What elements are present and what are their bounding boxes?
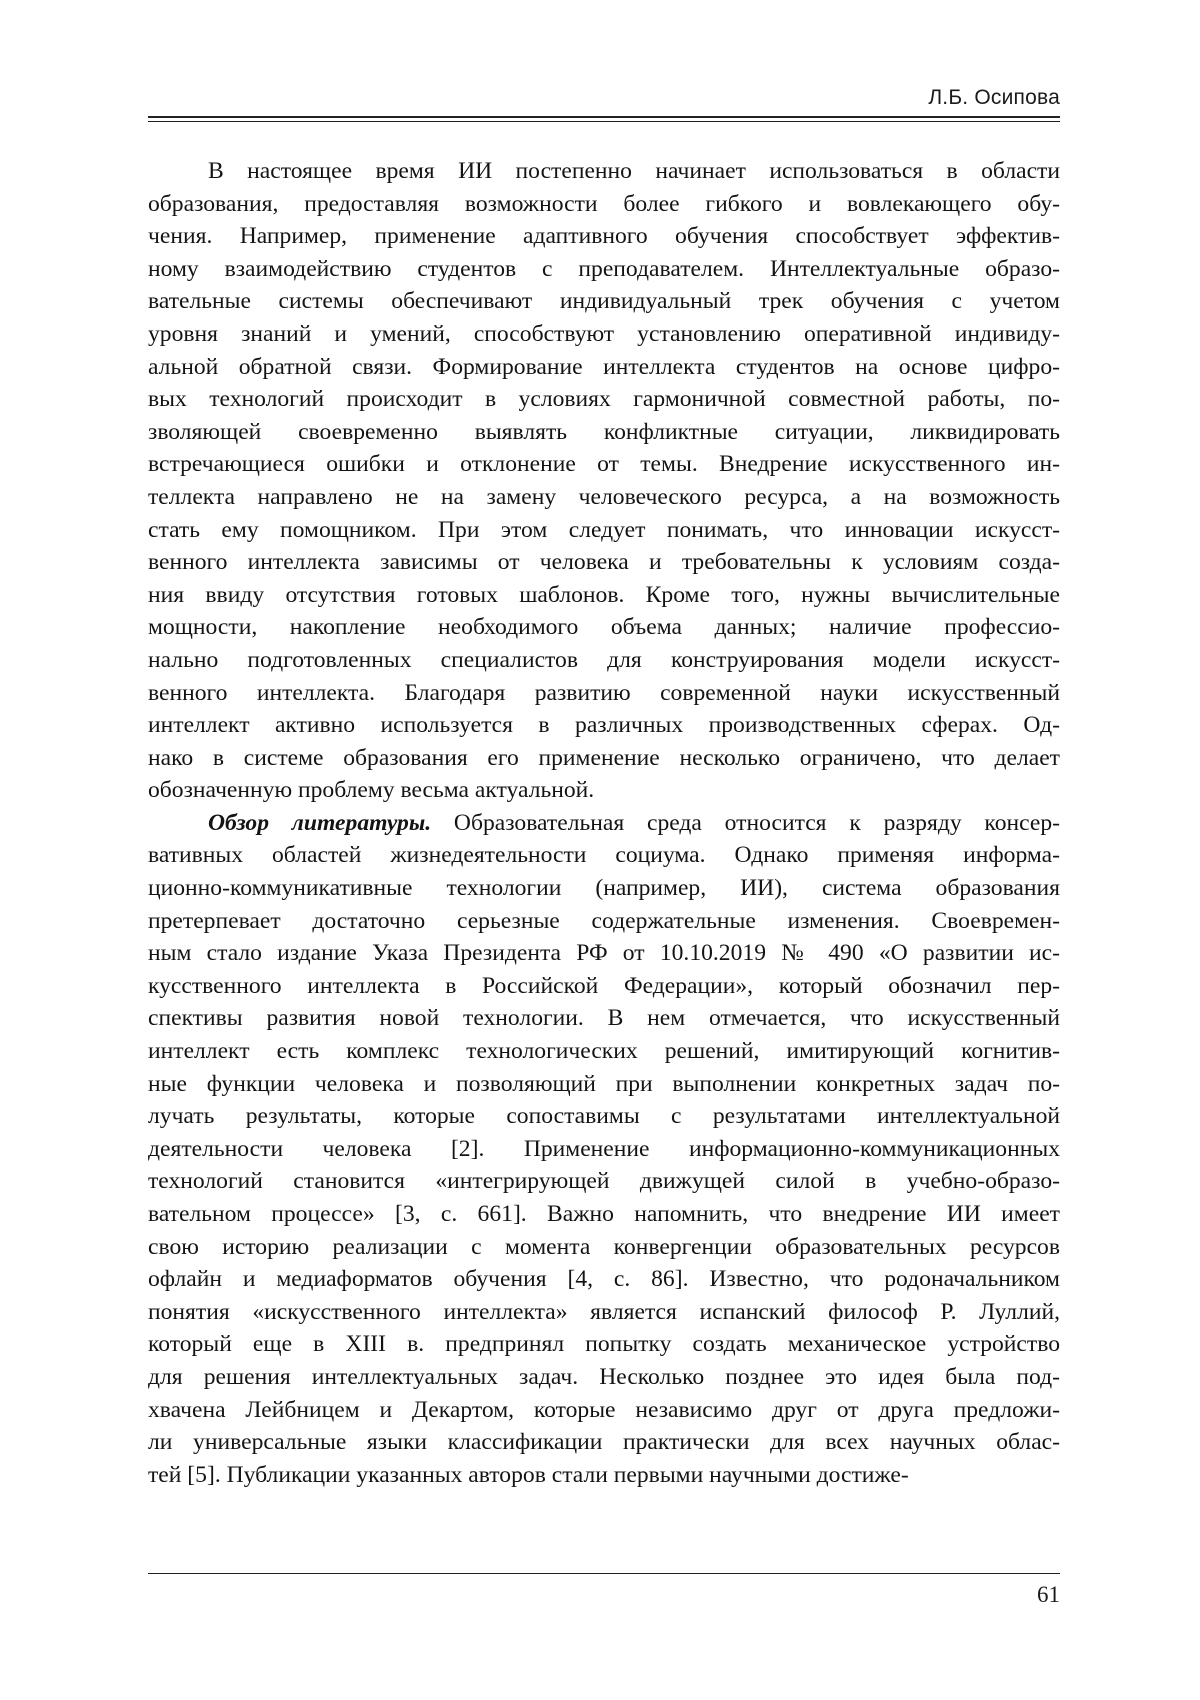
text-line: тей [5]. Публикации указанных авторов стали первыми научными достиже- bbox=[148, 1459, 1060, 1492]
text-line: хвачена Лейбницем и Декартом, которые независимо друг от друга предложи- bbox=[148, 1394, 1060, 1427]
text-line: ния ввиду отсутствия готовых шаблонов. Кроме того, нужны вычислительные bbox=[148, 579, 1060, 612]
text-line: чения. Например, применение адаптивного обучения способствует эффектив- bbox=[148, 220, 1060, 253]
text-line: для решения интеллектуальных задач. Несколько позднее это идея была под- bbox=[148, 1361, 1060, 1394]
text-line: вативных областей жизнедеятельности социума. Однако применяя информа- bbox=[148, 839, 1060, 872]
paragraph-first-line-text: Образовательная среда относится к разряду консер- bbox=[431, 810, 1060, 836]
text-line: ному взаимодействию студентов с преподавателем. Интеллектуальные образо- bbox=[148, 253, 1060, 286]
text-line: зволяющей своевременно выявлять конфликтные ситуации, ликвидировать bbox=[148, 416, 1060, 449]
text-line: обозначенную проблему весьма актуальной. bbox=[148, 774, 1060, 807]
footer-rule bbox=[148, 1573, 1060, 1574]
text-line: деятельности человека [2]. Применение информационно-коммуникационных bbox=[148, 1133, 1060, 1166]
text-line: спективы развития новой технологии. В нем отмечается, что искусственный bbox=[148, 1002, 1060, 1035]
text-line: кусственного интеллекта в Российской Федерации», который обозначил пер- bbox=[148, 970, 1060, 1003]
text-line: ным стало издание Указа Президента РФ от 10.10.2019 № 490 «О развитии ис- bbox=[148, 937, 1060, 970]
header-rule-thick bbox=[148, 116, 1060, 118]
text-line: технологий становится «интегрирующей движущей силой в учебно-образо- bbox=[148, 1165, 1060, 1198]
text-line: уровня знаний и умений, способствуют установлению оперативной индивиду- bbox=[148, 318, 1060, 351]
body-text bbox=[148, 155, 1060, 1491]
paragraph-introduction bbox=[148, 155, 1060, 807]
text-line: понятия «искусственного интеллекта» является испанский философ Р. Луллий, bbox=[148, 1296, 1060, 1329]
text-line: лучать результаты, которые сопоставимы с результатами интеллектуальной bbox=[148, 1100, 1060, 1133]
text-line: образования, предоставляя возможности более гибкого и вовлекающего обу- bbox=[148, 188, 1060, 221]
text-line: ные функции человека и позволяющий при выполнении конкретных задач по- bbox=[148, 1068, 1060, 1101]
text-line: вательные системы обеспечивают индивидуальный трек обучения с учетом bbox=[148, 285, 1060, 318]
text-line: венного интеллекта. Благодаря развитию современной науки искусственный bbox=[148, 677, 1060, 710]
text-line: вательном процессе» [3, с. 661]. Важно напомнить, что внедрение ИИ имеет bbox=[148, 1198, 1060, 1231]
text-line: офлайн и медиаформатов обучения [4, с. 86]. Известно, что родоначальником bbox=[148, 1263, 1060, 1296]
text-line: В настоящее время ИИ постепенно начинает использоваться в области bbox=[148, 155, 1060, 188]
text-line: мощности, накопление необходимого объема данных; наличие профессио- bbox=[148, 611, 1060, 644]
running-header-author: Л.Б. Осипова bbox=[928, 86, 1060, 110]
text-line: ли универсальные языки классификации практически для всех научных облас- bbox=[148, 1426, 1060, 1459]
text-line: ционно-коммуникативные технологии (например, ИИ), система образования bbox=[148, 872, 1060, 905]
text-line: стать ему помощником. При этом следует понимать, что инновации искусст- bbox=[148, 514, 1060, 547]
text-line: интеллект активно используется в различных производственных сферах. Од- bbox=[148, 709, 1060, 742]
text-line: венного интеллекта зависимы от человека и требовательны к условиям созда- bbox=[148, 546, 1060, 579]
paragraph-first-line bbox=[148, 807, 1060, 840]
section-lead-heading: Обзор литературы. bbox=[208, 810, 431, 836]
paragraph-literature-review bbox=[148, 807, 1060, 1491]
text-line: теллекта направлено не на замену человеческого ресурса, а на возможность bbox=[148, 481, 1060, 514]
text-line: встречающиеся ошибки и отклонение от темы. Внедрение искусственного ин- bbox=[148, 448, 1060, 481]
text-line: нако в системе образования его применение несколько ограничено, что делает bbox=[148, 742, 1060, 775]
text-line: претерпевает достаточно серьезные содержательные изменения. Своевремен- bbox=[148, 905, 1060, 938]
text-line: интеллект есть комплекс технологических решений, имитирующий когнитив- bbox=[148, 1035, 1060, 1068]
page-number: 61 bbox=[1037, 1582, 1060, 1608]
text-line: альной обратной связи. Формирование интеллекта студентов на основе цифро- bbox=[148, 351, 1060, 384]
text-line: свою историю реализации с момента конвергенции образовательных ресурсов bbox=[148, 1231, 1060, 1264]
header-rule-thin bbox=[148, 121, 1060, 122]
text-line: нально подготовленных специалистов для конструирования модели искусст- bbox=[148, 644, 1060, 677]
text-line: который еще в XIII в. предпринял попытку создать механическое устройство bbox=[148, 1328, 1060, 1361]
text-line: вых технологий происходит в условиях гармоничной совместной работы, по- bbox=[148, 383, 1060, 416]
